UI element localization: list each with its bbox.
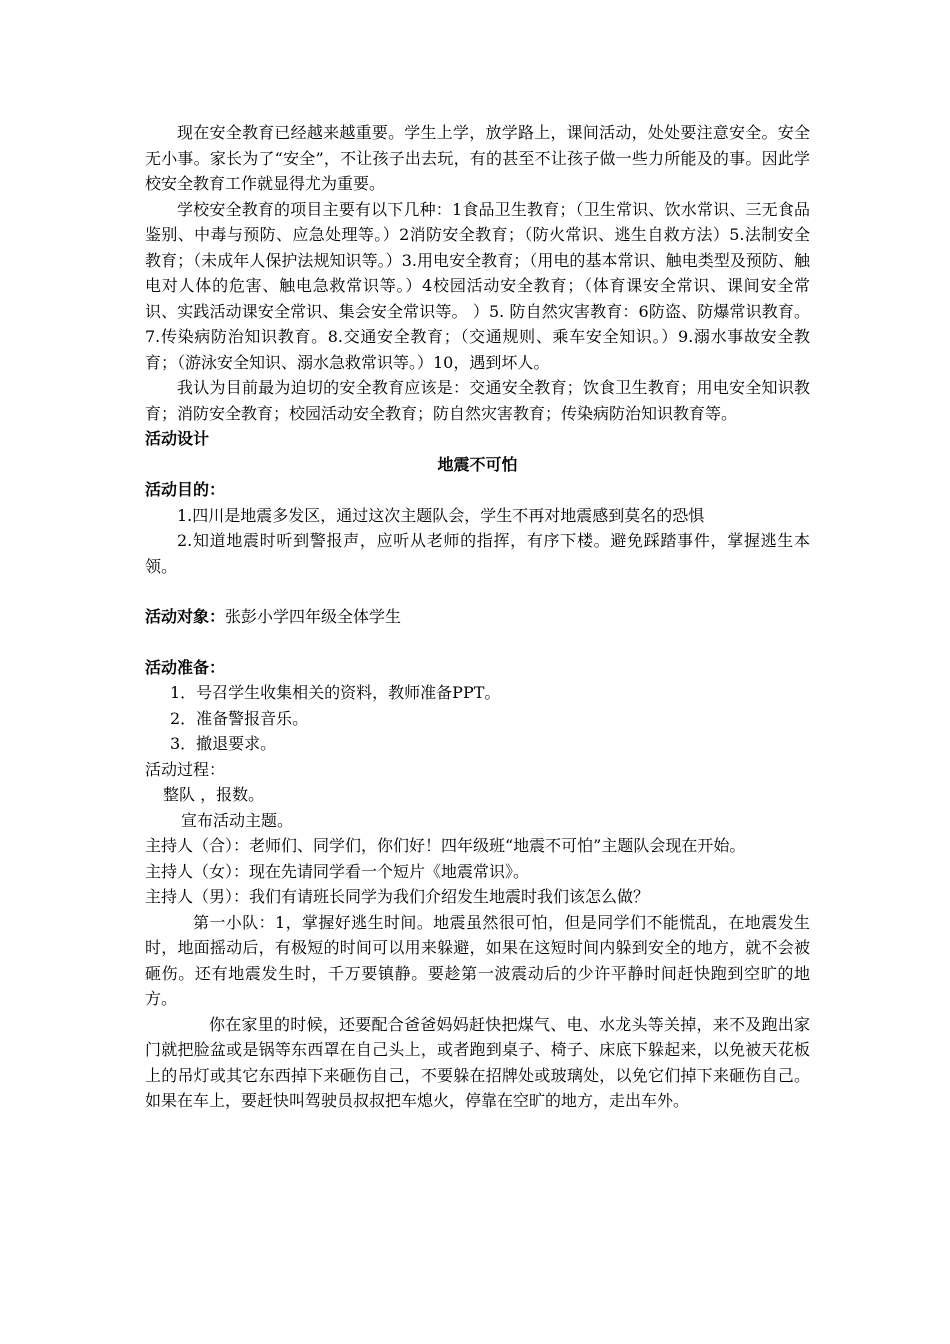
activity-title: 地震不可怕 bbox=[437, 454, 518, 474]
intro-paragraph-3: 我认为目前最为迫切的安全教育应该是：交通安全教育；饮食卫生教育；用电安全知识教育；消防安全教育；校园活动安全教育；防自然灾害教育；传染病防治知识教育等。 bbox=[145, 378, 810, 423]
prep-item-1: 1．号召学生收集相关的资料，教师准备PPT。 bbox=[170, 683, 501, 702]
target-value: 张彭小学四年级全体学生 bbox=[225, 607, 402, 626]
target-line bbox=[145, 604, 810, 630]
prep-item-3: 3．撤退要求。 bbox=[170, 734, 277, 753]
process-line-1: 整队 ，报数。 bbox=[163, 785, 265, 804]
purpose-item-1: 1.四川是地震多发区，通过这次主题队会，学生不再对地震感到莫名的恐惧 bbox=[177, 505, 705, 525]
intro-paragraph-1: 现在安全教育已经越来越重要。学生上学，放学路上，课间活动，处处要注意安全。安全无小事。家长为了“安全”，不让孩子出去玩，有的甚至不让孩子做一些力所能及的事。因此学校安全教育工作就显得尤为重要。 bbox=[145, 123, 810, 193]
prep-heading: 活动准备： bbox=[145, 657, 226, 677]
host-female-line: 主持人（女）：现在先请同学看一个短片《地震常识》。 bbox=[145, 861, 530, 881]
target-label: 活动对象： bbox=[145, 607, 226, 626]
design-heading: 活动设计 bbox=[145, 429, 210, 448]
host-male-line: 主持人（男）：我们有请班长同学为我们介绍发生地震时我们该怎么做？ bbox=[145, 887, 650, 906]
process-heading: 活动过程： bbox=[145, 759, 226, 779]
spacer bbox=[145, 579, 810, 604]
process-line-2: 宣布活动主题。 bbox=[181, 810, 294, 830]
prep-item-2: 2．准备警报音乐。 bbox=[170, 708, 309, 728]
spacer bbox=[145, 630, 810, 655]
purpose-heading: 活动目的： bbox=[145, 480, 226, 499]
home-paragraph: 你在家里的时候，还要配合爸爸妈妈赶快把煤气、电、水龙头等关掉，来不及跑出家门就把脸盆或是锅等东西罩在自己头上，或者跑到桌子、椅子、床底下躲起来，以免被天花板上的吊灯或其它东西掉下来砸伤自己，不要躲在招牌处或玻璃处，以免它们掉下来砸伤自己。如果在车上，要赶快叫驾驶员叔叔把车熄火，停靠在空旷的地方，走出车外。 bbox=[145, 1014, 810, 1110]
document-page bbox=[145, 120, 810, 1114]
intro-paragraph-2: 学校安全教育的项目主要有以下几种：1食品卫生教育；（卫生常识、饮水常识、三无食品鉴别、中毒与预防、应急处理等。）2消防安全教育；（防火常识、逃生自救方法）5.法制安全教育；（未成年人保护法规知识等。）3.用电安全教育；（用电的基本常识、触电类型及预防、触电对人体的危害、触电急救常识等。）4校园活动安全教育；（体育课安全常识、课间安全常识、实践活动课安全常识、集会安全常识等。 ）5. 防自然灾害教育：6防盗、防爆常识教育。7.传染病防治知识教育。8.交通安全教育；（交通规则、乘车安全知识。）9.溺水事故安全教育；（游泳安全知识、溺水急救常识等。）10，遇到坏人。 bbox=[145, 199, 810, 372]
host-all-line: 主持人（合）：老师们、同学们，你们好！四年级班“地震不可怕”主题队会现在开始。 bbox=[145, 836, 746, 855]
purpose-item-2: 2.知道地震时听到警报声，应听从老师的指挥，有序下楼。避免踩踏事件，掌握逃生本领。 bbox=[145, 531, 810, 576]
team1-paragraph: 第一小队：1，掌握好逃生时间。地震虽然很可怕，但是同学们不能慌乱，在地震发生时，地面摇动后，有极短的时间可以用来躲避，如果在这短时间内躲到安全的地方，就不会被砸伤。还有地震发生时，千万要镇静。要趁第一波震动后的少许平静时间赶快跑到空旷的地方。 bbox=[145, 912, 810, 1008]
